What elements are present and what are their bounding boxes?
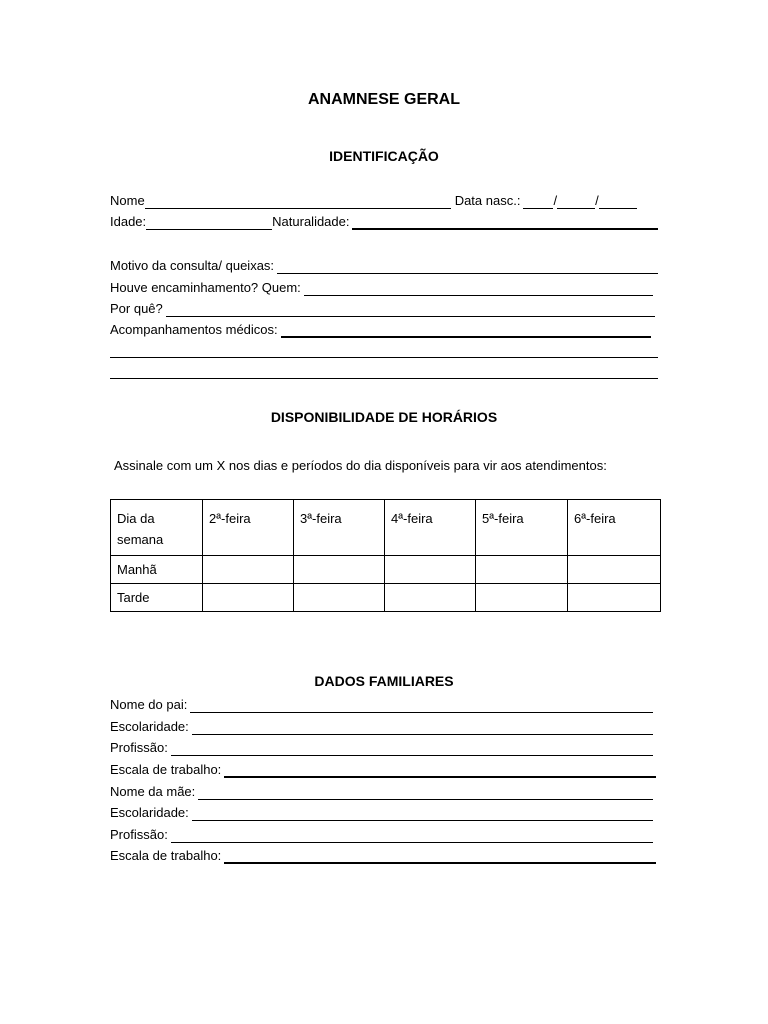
horarios-instruction: Assinale com um X nos dias e períodos do dia disponíveis para vir aos atendimentos: [114,458,607,473]
motivo-row [110,256,658,274]
naturalidade-field[interactable] [352,214,658,230]
familiares-row-escolaridade-mae [110,803,653,821]
encaminhamento-label: Houve encaminhamento? Quem: [110,280,301,295]
header-cell-4a-feira: 4ª-feira [385,500,476,556]
nome-mae-field[interactable] [198,785,653,800]
header-cell-dia-da-semana: Dia da semana [111,500,203,556]
familiares-row-nome-mae [110,782,653,800]
table-header-row [111,500,661,556]
acompanhamentos-label: Acompanhamentos médicos: [110,322,278,337]
header-cell-5a-feira: 5ª-feira [476,500,568,556]
row-label-manha: Manhã [111,556,203,584]
cell-tarde-5a-feira[interactable] [476,584,568,612]
header-cell-3a-feira: 3ª-feira [294,500,385,556]
porque-row [110,299,655,317]
escala-pai-field[interactable] [224,762,656,778]
profissao-mae-field[interactable] [171,828,653,843]
escolaridade-pai-field[interactable] [192,720,653,735]
data-nasc-month-field[interactable] [557,194,595,209]
idade-row [110,212,658,230]
familiares-row-escala-pai [110,760,656,778]
date-separator-2: / [595,193,599,208]
table-row-tarde [111,584,661,612]
escolaridade-mae-field[interactable] [192,806,653,821]
escala-pai-label: Escala de trabalho: [110,762,222,777]
escala-mae-field[interactable] [224,848,656,864]
date-separator-1: / [553,193,558,208]
escolaridade-mae-label: Escolaridade: [110,805,189,820]
cell-manha-5a-feira[interactable] [476,556,568,584]
nome-mae-label: Nome da mãe: [110,784,196,799]
cell-tarde-3a-feira[interactable] [294,584,385,612]
data-nasc-day-field[interactable] [523,194,553,209]
document-title: ANAMNESE GERAL [307,91,460,108]
familiares-row-profissao-pai [110,738,653,756]
acompanhamentos-field[interactable] [281,322,651,338]
porque-label: Por quê? [110,301,163,316]
horarios-table [110,499,661,612]
encaminhamento-row [110,278,653,296]
nome-pai-field[interactable] [190,698,653,713]
cell-tarde-2a-feira[interactable] [203,584,294,612]
row-label-tarde: Tarde [111,584,203,612]
header-cell-6a-feira: 6ª-feira [568,500,661,556]
porque-field[interactable] [166,302,655,317]
cell-manha-2a-feira[interactable] [203,556,294,584]
data-nasc-year-field[interactable] [599,194,637,209]
encaminhamento-field[interactable] [304,281,653,296]
nome-row [110,191,658,209]
cell-tarde-4a-feira[interactable] [385,584,476,612]
cell-manha-6a-feira[interactable] [568,556,661,584]
cell-manha-4a-feira[interactable] [385,556,476,584]
nome-field[interactable] [145,194,451,209]
familiares-row-escala-mae [110,846,656,864]
naturalidade-label: Naturalidade: [272,214,350,229]
profissao-mae-label: Profissão: [110,827,168,842]
motivo-label: Motivo da consulta/ queixas: [110,258,275,273]
table-row-manha [111,556,661,584]
header-cell-2a-feira: 2ª-feira [203,500,294,556]
cell-tarde-6a-feira[interactable] [568,584,661,612]
escolaridade-pai-label: Escolaridade: [110,719,189,734]
escala-mae-label: Escala de trabalho: [110,848,222,863]
idade-field[interactable] [146,215,272,230]
profissao-pai-label: Profissão: [110,740,168,755]
motivo-field[interactable] [277,259,658,274]
acompanhamentos-extra-line-2[interactable] [110,378,658,379]
familiares-row-nome-pai [110,695,653,713]
section-horarios-heading: DISPONIBILIDADE DE HORÁRIOS [270,409,498,425]
idade-label: Idade: [110,214,147,229]
profissao-pai-field[interactable] [171,741,653,756]
familiares-row-escolaridade-pai [110,717,653,735]
section-familiares-heading: DADOS FAMILIARES [314,673,454,689]
section-identificacao-heading: IDENTIFICAÇÃO [329,148,439,164]
nome-label: Nome [110,193,145,208]
cell-manha-3a-feira[interactable] [294,556,385,584]
familiares-row-profissao-mae [110,825,653,843]
acompanhamentos-row [110,320,651,338]
acompanhamentos-extra-line-1[interactable] [110,357,658,358]
data-nasc-label: Data nasc.: [454,193,521,208]
nome-pai-label: Nome do pai: [110,697,188,712]
